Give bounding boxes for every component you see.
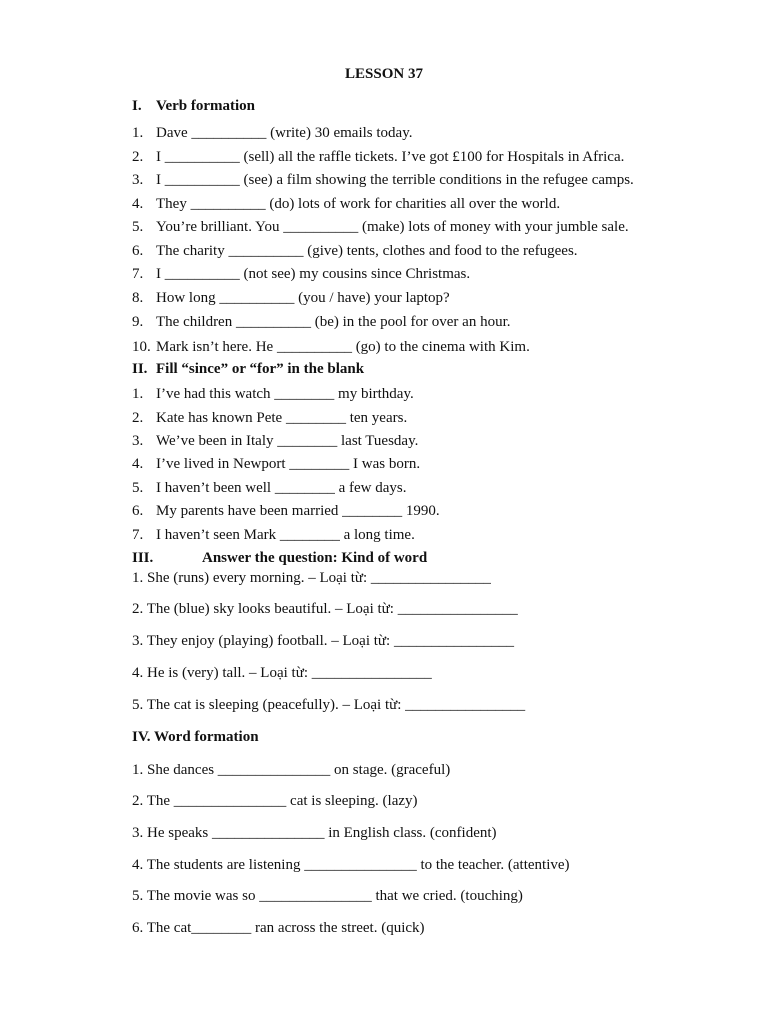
list-item: 1. She dances _______________ on stage. (graceful)	[132, 762, 451, 778]
section-number: I.	[132, 98, 142, 114]
section-number: III.	[132, 550, 154, 566]
list-item: 8. How long __________ (you / have) your laptop?	[132, 290, 450, 306]
list-item: 7. I __________ (not see) my cousins since Christmas.	[132, 266, 471, 282]
list-item: 4. They __________ (do) lots of work for charities all over the world.	[132, 196, 561, 212]
list-item: 5. The cat is sleeping (peacefully). – Loại từ: ________________	[132, 697, 526, 713]
list-item: 6. My parents have been married ________ 1990.	[132, 503, 440, 519]
list-item: 4. I’ve lived in Newport ________ I was born.	[132, 456, 421, 472]
section-heading-text: Answer the question: Kind of word	[202, 550, 428, 566]
section-2-heading	[132, 361, 364, 378]
section-1-heading	[132, 98, 255, 115]
list-item: 3. We’ve been in Italy ________ last Tuesday.	[132, 433, 419, 449]
list-item: 1. Dave __________ (write) 30 emails today.	[132, 125, 413, 141]
list-item: 2. The _______________ cat is sleeping. (lazy)	[132, 793, 418, 809]
list-item: 6. The charity __________ (give) tents, clothes and food to the refugees.	[132, 243, 578, 259]
section-heading-text: Fill “since” or “for” in the blank	[156, 361, 365, 377]
section-heading-text: Verb formation	[156, 98, 256, 114]
list-item: 3. I __________ (see) a film showing the terrible conditions in the refugee camps.	[132, 172, 634, 188]
list-item: 10. Mark isn’t here. He __________ (go) to the cinema with Kim.	[132, 339, 530, 355]
list-item: 2. I __________ (sell) all the raffle tickets. I’ve got £100 for Hospitals in Africa.	[132, 149, 625, 165]
list-item: 4. The students are listening _______________ to the teacher. (attentive)	[132, 857, 570, 873]
list-item: 4. He is (very) tall. – Loại từ: ________________	[132, 665, 432, 681]
list-item: 5. The movie was so _______________ that we cried. (touching)	[132, 888, 523, 904]
section-4-heading	[132, 729, 259, 746]
list-item: 3. He speaks _______________ in English class. (confident)	[132, 825, 497, 841]
list-item: 6. The cat________ ran across the street. (quick)	[132, 920, 425, 936]
list-item: 7. I haven’t seen Mark ________ a long time.	[132, 527, 415, 543]
section-number: IV.	[132, 729, 151, 745]
list-item: 9. The children __________ (be) in the pool for over an hour.	[132, 314, 511, 330]
list-item: 5. I haven’t been well ________ a few days.	[132, 480, 407, 496]
section-3-heading	[132, 550, 427, 567]
list-item: 3. They enjoy (playing) football. – Loại từ: ________________	[132, 633, 514, 649]
list-item: 1. She (runs) every morning. – Loại từ: ________________	[132, 570, 491, 586]
list-item: 2. The (blue) sky looks beautiful. – Loại từ: ________________	[132, 601, 518, 617]
list-item: 5. You’re brilliant. You __________ (make) lots of money with your jumble sale.	[132, 219, 629, 235]
list-item: 2. Kate has known Pete ________ ten years.	[132, 410, 408, 426]
section-number: II.	[132, 361, 148, 377]
section-heading-text: Word formation	[153, 729, 259, 745]
lesson-title: LESSON 37	[345, 66, 423, 82]
list-item: 1. I’ve had this watch ________ my birthday.	[132, 386, 414, 402]
